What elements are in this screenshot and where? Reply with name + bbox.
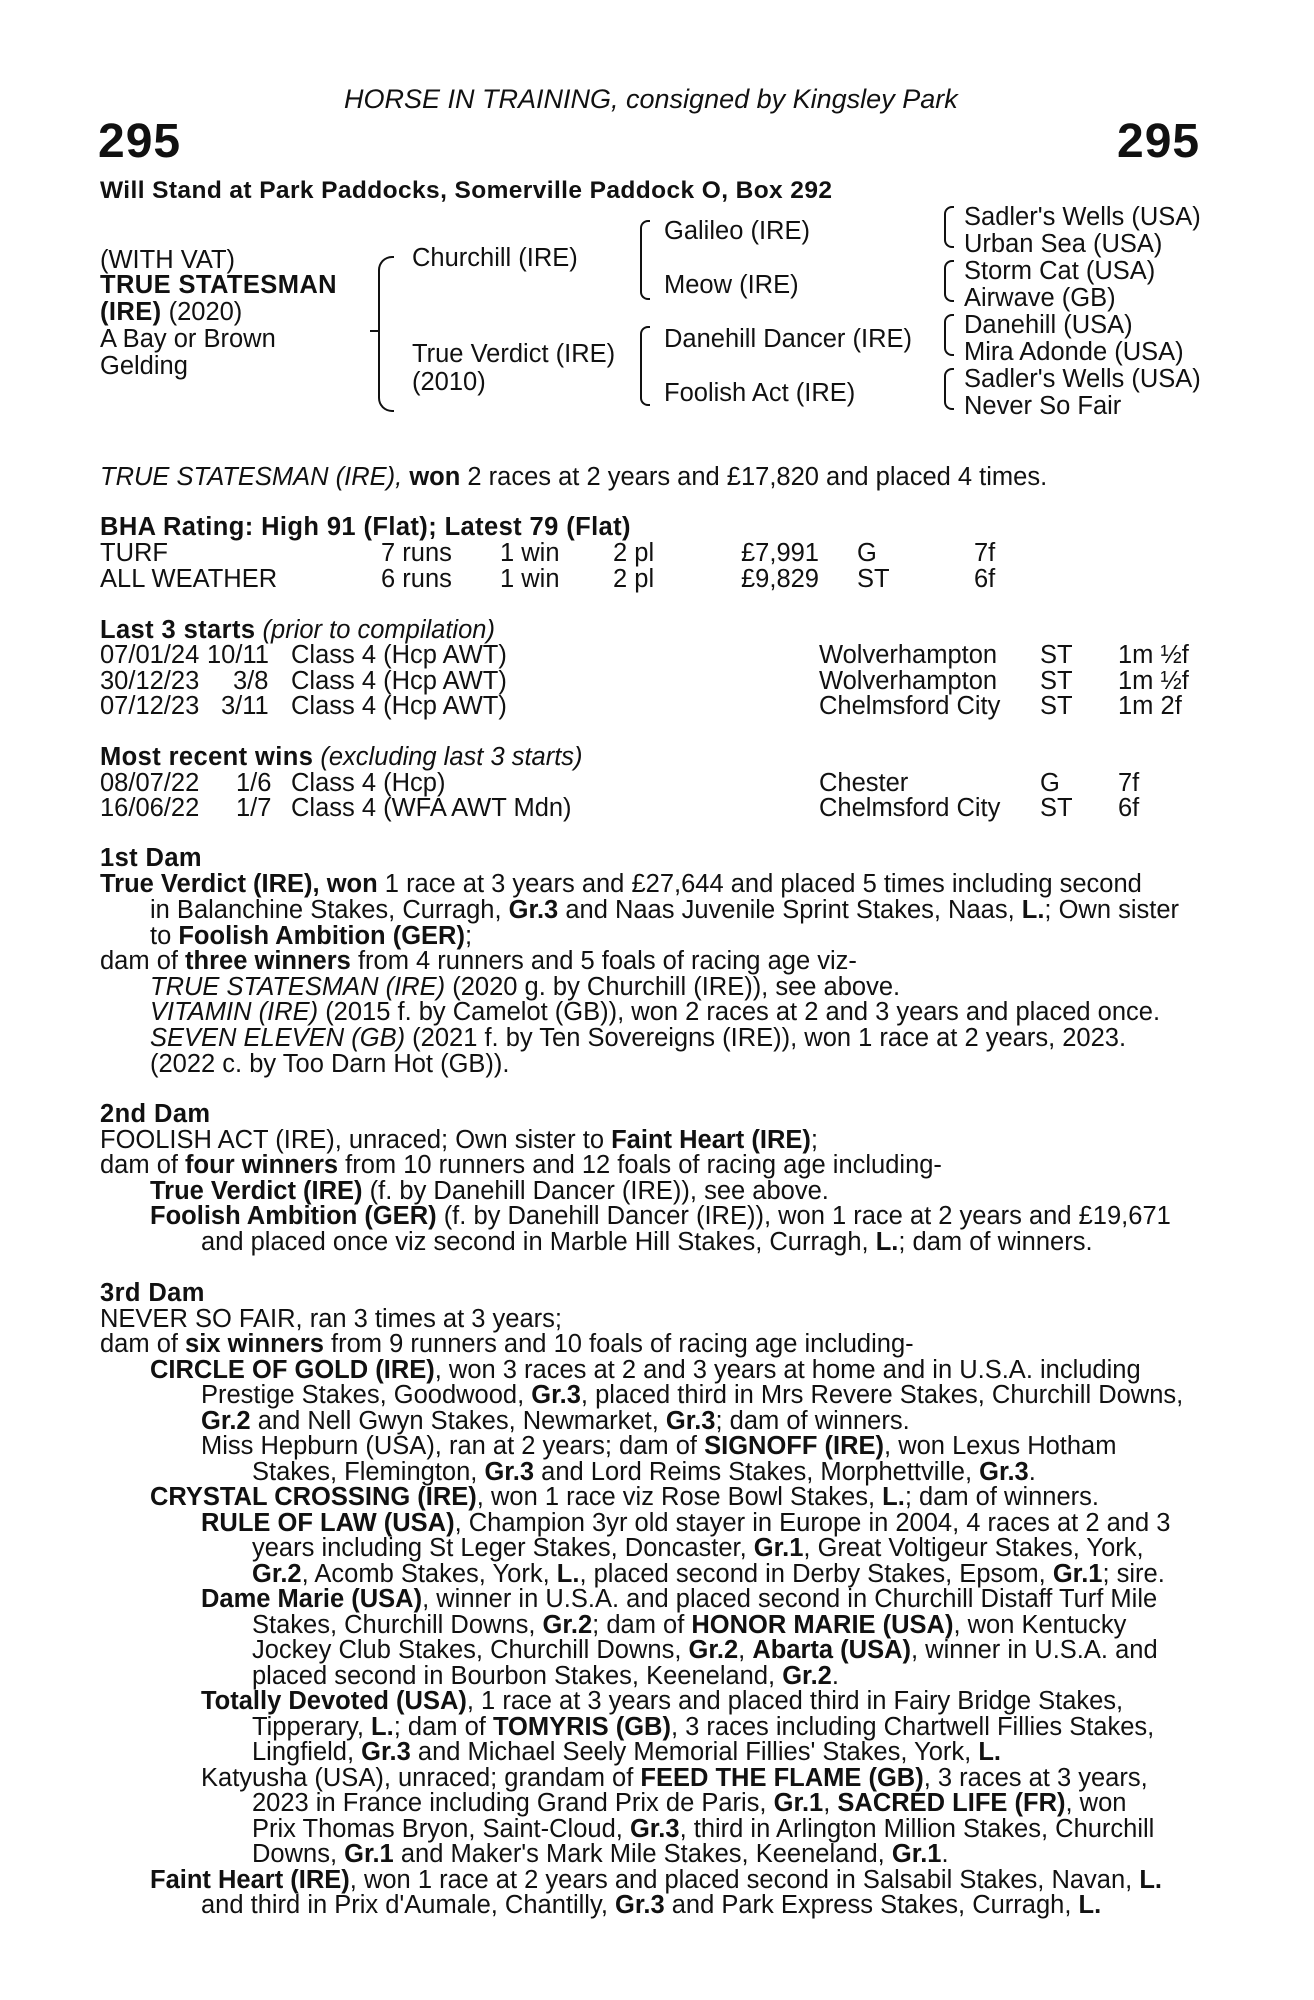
dam-brace-top [640,326,650,366]
lot-number-right: 295 [1117,115,1201,168]
gen3-dds: Sadler's Wells (USA) [964,365,1201,393]
third-dam-line: Jockey Club Stakes, Churchill Downs, Gr.2, Abarta (USA), winner in U.S.A. and [252,1636,1158,1664]
win-race: Class 4 (WFA AWT Mdn) [291,794,572,822]
third-dam-line: 2023 in France including Grand Prix de Paris, Gr.1, SACRED LIFE (FR), won [252,1789,1127,1817]
produce-entry: TRUE STATESMAN (IRE) (2020 g. by Churchill (IRE)), see above. [150,973,901,1001]
horse-year: (2020) [161,298,243,326]
third-dam-line: Lingfield, Gr.3 and Michael Seely Memorial Fillies' Stakes, York, L. [252,1738,1001,1766]
first-dam-line: True Verdict (IRE), won 1 race at 3 years and £27,644 and placed 5 times including second [100,870,1142,898]
start-position: 3/11 [221,692,269,720]
summary-won: won [409,463,461,491]
horse-name: TRUE STATESMAN [100,271,337,299]
horse-sex: Gelding [100,352,188,380]
win-going: G [1040,769,1060,797]
sire-brace-top [640,220,650,260]
rating-runs: 7 runs [381,539,452,567]
produce-entry: VITAMIN (IRE) (2015 f. by Camelot (GB)), won 2 races at 2 and 3 years and placed once. [150,998,1161,1026]
start-date: 07/01/24 [100,641,200,669]
third-dam-line: CIRCLE OF GOLD (IRE), won 3 races at 2 and 3 years at home and in U.S.A. including [150,1356,1141,1384]
start-going: ST [1040,641,1073,669]
rating-surface: TURF [100,539,168,567]
second-dam-line: dam of four winners from 10 runners and 12 foals of racing age including- [100,1151,942,1179]
gen3-brace-4b [944,388,954,410]
third-dam-title: 3rd Dam [100,1279,205,1307]
gen3-sss: Sadler's Wells (USA) [964,203,1201,231]
start-position: 10/11 [207,641,269,669]
third-dam-line: Totally Devoted (USA), 1 race at 3 years and placed third in Fairy Bridge Stakes, [201,1687,1124,1715]
win-position: 1/7 [236,794,272,822]
dam: True Verdict (IRE) [412,340,616,368]
rating-distance: 6f [974,565,996,593]
start-race: Class 4 (Hcp AWT) [291,641,507,669]
gen3-brace-1a [944,206,954,228]
recent-wins-heading: Most recent wins [100,743,314,771]
brace-top [378,256,394,332]
win-course: Chester [819,769,909,797]
dam-brace-bottom [640,364,650,406]
first-dam-line: to Foolish Ambition (GER); [150,922,473,950]
second-dam-line: Foolish Ambition (GER) (f. by Danehill Dancer (IRE)), won 1 race at 2 years and £19,671 [150,1202,1171,1230]
win-date: 16/06/22 [100,794,200,822]
sire: Churchill (IRE) [412,244,578,272]
gen3-sdd: Airwave (GB) [964,284,1116,312]
third-dam-line: Tipperary, L.; dam of TOMYRIS (GB), 3 races including Chartwell Fillies Stakes, [252,1713,1155,1741]
third-dam-line: Downs, Gr.1 and Maker's Mark Mile Stakes, Keeneland, Gr.1. [252,1840,949,1868]
first-dam-line: in Balanchine Stakes, Curragh, Gr.3 and Naas Juvenile Sprint Stakes, Naas, L.; Own sister [150,896,1180,924]
rating-surface: ALL WEATHER [100,565,278,593]
third-dam-line: placed second in Bourbon Stakes, Keeneland, Gr.2. [252,1662,839,1690]
vat-status: (WITH VAT) [100,246,236,274]
win-date: 08/07/22 [100,769,200,797]
sire-brace-bottom [640,258,650,300]
third-dam-line: Katyusha (USA), unraced; grandam of FEED THE FLAME (GB), 3 races at 3 years, [201,1764,1148,1792]
gen3-ssd: Urban Sea (USA) [964,230,1163,258]
gen3-ddd: Never So Fair [964,392,1122,420]
start-date: 07/12/23 [100,692,200,720]
third-dam-line: NEVER SO FAIR, ran 3 times at 3 years; [100,1305,562,1333]
produce-entry: SEVEN ELEVEN (GB) (2021 f. by Ten Sovereigns (IRE)), won 1 race at 2 years, 2023. [150,1024,1127,1052]
rating-wins: 1 win [500,539,560,567]
lot-number-left: 295 [98,115,182,168]
sire-sire: Galileo (IRE) [664,217,810,245]
win-position: 1/6 [236,769,272,797]
produce-entry: (2022 c. by Too Darn Hot (GB)). [150,1050,510,1078]
start-race: Class 4 (Hcp AWT) [291,667,507,695]
dam-dam: Foolish Act (IRE) [664,379,856,407]
start-distance: 1m ½f [1118,641,1189,669]
third-dam-line: Dame Marie (USA), winner in U.S.A. and placed second in Churchill Distaff Turf Mile [201,1585,1158,1613]
racing-summary [100,465,1047,491]
third-dam-line: years including St Leger Stakes, Doncaster, Gr.1, Great Voltigeur Stakes, York, [252,1534,1144,1562]
third-dam-line: RULE OF LAW (USA), Champion 3yr old stayer in Europe in 2004, 4 races at 2 and 3 [201,1509,1171,1537]
brace-bottom [378,330,394,412]
recent-wins-title [100,745,583,771]
catalogue-header: HORSE IN TRAINING, consigned by Kingsley Park [344,84,958,114]
third-dam-line: dam of six winners from 9 runners and 10 foals of racing age including- [100,1330,914,1358]
gen3-brace-2b [944,280,954,302]
rating-placed: 2 pl [613,565,655,593]
last3-heading: Last 3 starts [100,616,256,644]
rating-going: G [857,539,877,567]
second-dam-line: FOOLISH ACT (IRE), unraced; Own sister to Faint Heart (IRE); [100,1126,818,1154]
horse-name-suffix [100,300,242,326]
gen3-dss: Danehill (USA) [964,311,1133,339]
start-date: 30/12/23 [100,667,200,695]
third-dam-line: Prestige Stakes, Goodwood, Gr.3, placed third in Mrs Revere Stakes, Churchill Downs, [201,1381,1184,1409]
win-distance: 6f [1118,794,1140,822]
third-dam-line: Gr.2 and Nell Gwyn Stakes, Newmarket, Gr.3; dam of winners. [201,1407,910,1435]
start-distance: 1m ½f [1118,667,1189,695]
gen3-brace-2a [944,260,954,282]
summary-horse-name: TRUE STATESMAN (IRE), [100,463,410,491]
start-course: Wolverhampton [819,667,998,695]
start-course: Wolverhampton [819,641,998,669]
last3-title [100,618,495,644]
third-dam-line: and third in Prix d'Aumale, Chantilly, Gr.3 and Park Express Stakes, Curragh, L. [201,1891,1102,1919]
third-dam-line: Faint Heart (IRE), won 1 race at 2 years and placed second in Salsabil Stakes, Navan, L. [150,1866,1162,1894]
recent-wins-note: (excluding last 3 starts) [313,743,583,771]
start-position: 3/8 [233,667,269,695]
gen3-brace-3a [944,314,954,336]
rating-placed: 2 pl [613,539,655,567]
second-dam-title: 2nd Dam [100,1100,211,1128]
dam-year: (2010) [412,368,486,396]
win-going: ST [1040,794,1073,822]
start-race: Class 4 (Hcp AWT) [291,692,507,720]
win-course: Chelmsford City [819,794,1001,822]
gen3-dsd: Mira Adonde (USA) [964,338,1184,366]
third-dam-line: Miss Hepburn (USA), ran at 2 years; dam of SIGNOFF (IRE), won Lexus Hotham [201,1432,1117,1460]
stabling-location: Will Stand at Park Paddocks, Somerville Paddock O, Box 292 [100,177,833,204]
start-going: ST [1040,667,1073,695]
win-distance: 7f [1118,769,1140,797]
second-dam-line: and placed once viz second in Marble Hill Stakes, Curragh, L.; dam of winners. [201,1228,1093,1256]
rating-prize: £7,991 [741,539,819,567]
last3-note: (prior to compilation) [255,616,495,644]
third-dam-line: Gr.2, Acomb Stakes, York, L., placed second in Derby Stakes, Epsom, Gr.1; sire. [252,1560,1165,1588]
gen3-sds: Storm Cat (USA) [964,257,1156,285]
horse-country: (IRE) [100,298,162,326]
second-dam-line: True Verdict (IRE) (f. by Danehill Dancer (IRE)), see above. [150,1177,829,1205]
rating-wins: 1 win [500,565,560,593]
brace-point [370,330,378,332]
rating-going: ST [857,565,890,593]
first-dam-title: 1st Dam [100,844,203,872]
start-course: Chelmsford City [819,692,1001,720]
summary-record: 2 races at 2 years and £17,820 and placed 4 times. [460,463,1048,491]
third-dam-line: Stakes, Flemington, Gr.3 and Lord Reims Stakes, Morphettville, Gr.3. [252,1458,1036,1486]
horse-description: A Bay or Brown [100,325,276,353]
rating-prize: £9,829 [741,565,819,593]
dam-sire: Danehill Dancer (IRE) [664,325,913,353]
win-race: Class 4 (Hcp) [291,769,446,797]
gen3-brace-4a [944,368,954,390]
first-dam-line: dam of three winners from 4 runners and 5 foals of racing age viz- [100,947,857,975]
gen3-brace-1b [944,226,954,248]
third-dam-line: CRYSTAL CROSSING (IRE), won 1 race viz Rose Bowl Stakes, L.; dam of winners. [150,1483,1099,1511]
start-distance: 1m 2f [1118,692,1182,720]
third-dam-line: Stakes, Churchill Downs, Gr.2; dam of HONOR MARIE (USA), won Kentucky [252,1611,1127,1639]
rating-distance: 7f [974,539,996,567]
start-going: ST [1040,692,1073,720]
bha-rating-title: BHA Rating: High 91 (Flat); Latest 79 (Flat) [100,513,631,541]
gen3-brace-3b [944,334,954,356]
sire-dam: Meow (IRE) [664,271,799,299]
third-dam-line: Prix Thomas Bryon, Saint-Cloud, Gr.3, third in Arlington Million Stakes, Churchill [252,1815,1155,1843]
rating-runs: 6 runs [381,565,452,593]
